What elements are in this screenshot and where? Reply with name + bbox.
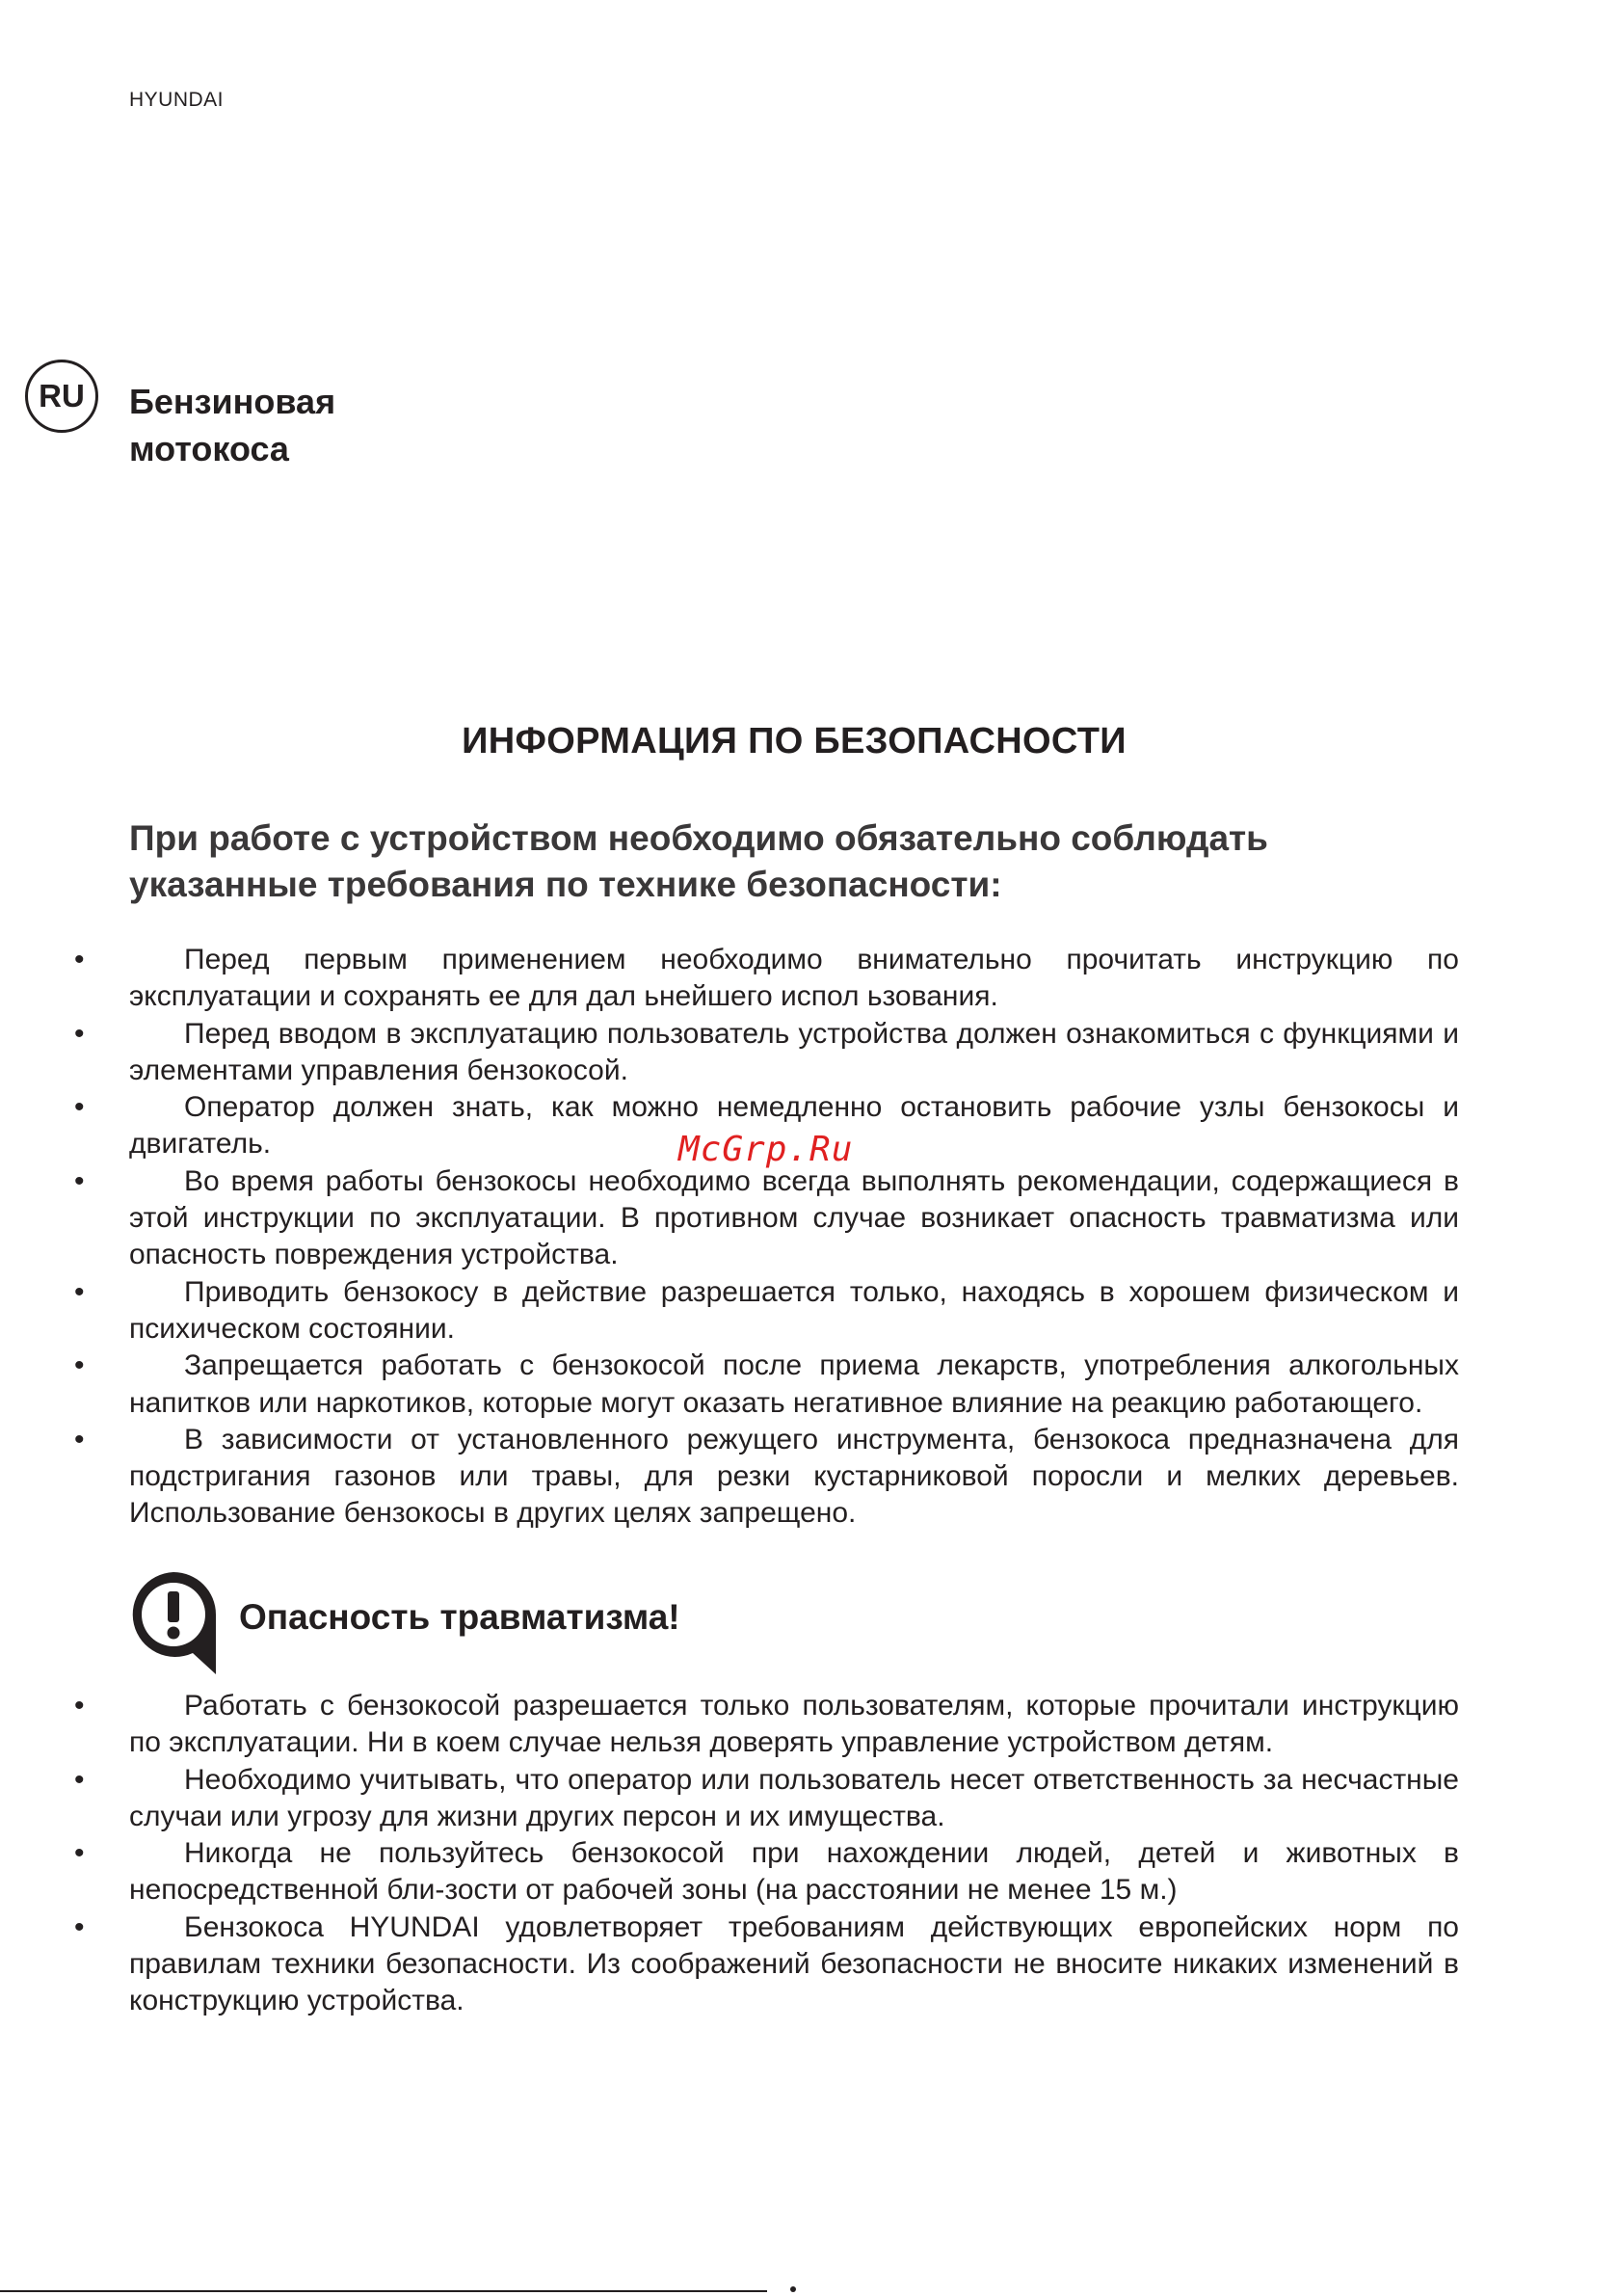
brand-header: HYUNDAI bbox=[129, 89, 225, 111]
product-title-line1: Бензиновая bbox=[129, 382, 336, 421]
footer-marker bbox=[790, 2286, 796, 2292]
general-safety-list bbox=[129, 942, 1459, 1533]
list-item: • Запрещается работать с бензокосой после приема лекарств, употребления алкогольных напитков или наркотиков, которые могут оказать негативное влияние на реакцию работающего. bbox=[129, 1348, 1459, 1422]
injury-safety-list bbox=[129, 1688, 1459, 2020]
intro-heading: При работе с устройством необходимо обязательно соблюдать указанные требования по технике безопасности: bbox=[129, 818, 1268, 904]
list-item: • Перед вводом в эксплуатацию пользователь устройства должен ознакомиться с функциями и элементами управления бензокосой. bbox=[129, 1016, 1459, 1090]
list-item: • Работать с бензокосой разрешается только пользователям, которые прочитали инструкцию по эксплуатации. Ни в коем случае нельзя доверять управление устройством детям. bbox=[129, 1688, 1459, 1762]
product-title bbox=[129, 378, 335, 472]
watermark: McGrp.Ru bbox=[678, 1130, 854, 1169]
list-item: • Во время работы бензокосы необходимо всегда выполнять рекомендации, содержащиеся в этой инструкции по эксплуатации. В противном случае возникает опасность травматизма или опасность повреждения устройства. bbox=[129, 1163, 1459, 1274]
product-title-line2: мотокоса bbox=[129, 429, 289, 468]
list-item: • Бензокоса HYUNDAI удовлетворяет требованиям действующих европейских норм по правилам техники безопасности. Из соображений безопасности не вносите никаких изменений в конструкцию устройства. bbox=[129, 1909, 1459, 2020]
injury-warning bbox=[129, 1570, 804, 1676]
list-item: • В зависимости от установленного режущего инструмента, бензокоса предназначена для подстригания газонов или травы, для резки кустарниковой поросли и мелких деревьев. Использование бензокосы в других целях запрещено. bbox=[129, 1422, 1459, 1533]
footer-divider bbox=[0, 2290, 767, 2292]
list-item: • Оператор должен знать, как можно немедленно остановить рабочие узлы бензокосы и двигатель. bbox=[129, 1089, 1459, 1163]
list-item: • Необходимо учитывать, что оператор или пользователь несет ответственность за несчастные случаи или угрозу для жизни других персон и их имущества. bbox=[129, 1762, 1459, 1836]
list-item: • Перед первым применением необходимо внимательно прочитать инструкцию по эксплуатации и сохранять ее для дал ьнейшего испол ьзования. bbox=[129, 942, 1459, 1016]
exclamation-warning-icon bbox=[129, 1570, 218, 1676]
list-item: • Никогда не пользуйтесь бензокосой при нахождении людей, детей и животных в непосредственной бли-зости от рабочей зоны (на расстоянии не менее 15 м.) bbox=[129, 1835, 1459, 1909]
warning-title: Опасность травматизма! bbox=[239, 1597, 680, 1637]
section-title: ИНФОРМАЦИЯ ПО БЕЗОПАСНОСТИ bbox=[462, 721, 1127, 761]
list-item: • Приводить бензокосу в действие разрешается только, находясь в хорошем физическом и психическом состоянии. bbox=[129, 1274, 1459, 1348]
language-badge: RU bbox=[25, 360, 98, 433]
